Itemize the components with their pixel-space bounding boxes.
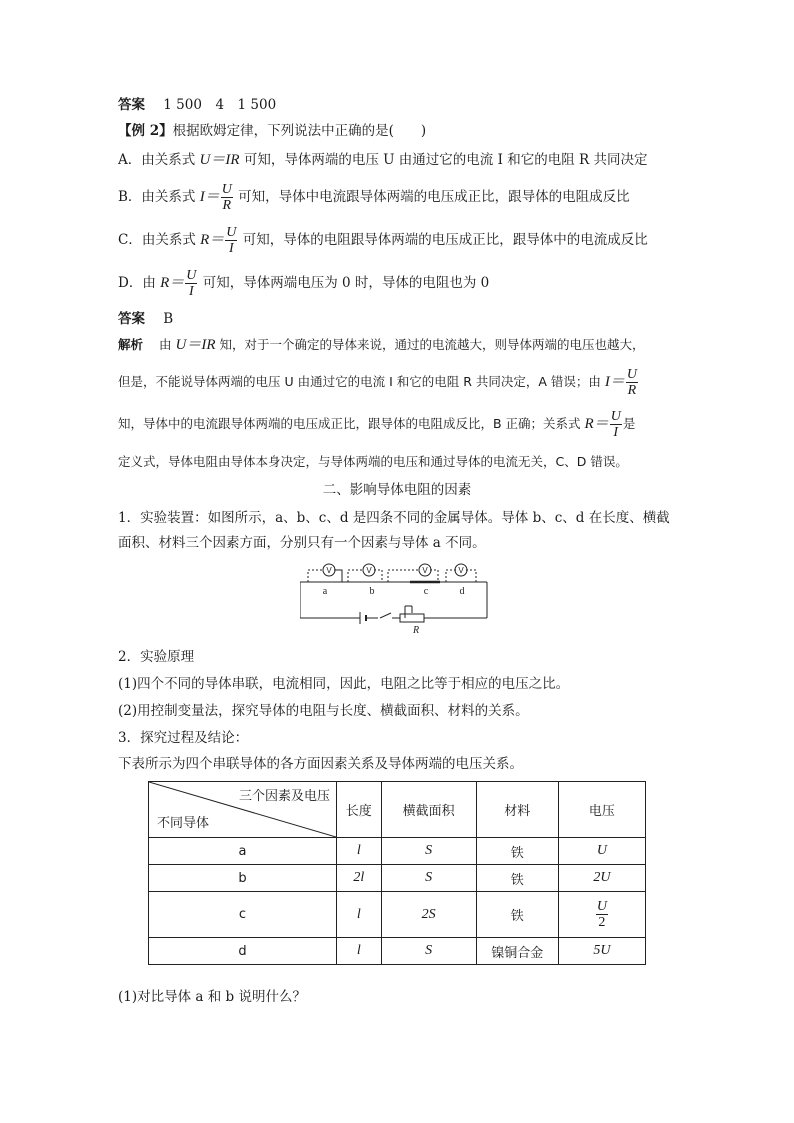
row-d-area: S [381,938,476,965]
option-c-pre: C．由关系式 [118,232,201,248]
example-text: 根据欧姆定律，下列说法中正确的是( ) [172,123,427,139]
row-b-voltage: 2U [558,865,645,892]
voltmeter-4-label: V [458,566,464,575]
option-c-lhs: R＝ [200,232,225,248]
analysis-l2-lhs: I＝ [604,374,625,390]
item3-intro: 下表所示为四个串联导体的各方面因素关系及导体两端的电压关系。 [118,756,523,772]
voltmeter-2-label: V [366,566,372,575]
row-b-material: 铁 [476,865,558,892]
analysis-line-3 [118,407,635,441]
analysis-l3-den: I [613,425,619,440]
option-a-pre: A．由关系式 [118,152,200,168]
row-a-material: 铁 [476,838,558,865]
answer-label: 答案 [118,97,145,113]
row-d-name: d [149,938,337,965]
option-d-lhs: R＝ [160,275,185,291]
row-c-voltage [558,892,645,938]
voltmeter-1-label: V [326,566,332,575]
question-1: (1)对比导体 a 和 b 说明什么？ [118,989,306,1005]
analysis-label: 解析 [118,337,144,352]
table-header-row [149,782,646,838]
table-row [149,892,646,938]
analysis-l2-fraction [626,367,638,398]
conductor-table [148,781,646,965]
conductor-a-label: a [322,586,328,597]
table-row [149,865,646,892]
item1-line2: 面积、材料三个因素方面，分别只有一个因素与导体 a 不同。 [118,535,486,551]
item1-line1: 1．实验装置：如图所示，a、b、c、d 是四条不同的金属导体。导体 b、c、d 在长度、横截 [118,510,670,526]
analysis-l3-post: 是 [622,416,636,431]
analysis-l2-num: U [626,367,637,382]
row-b-area: S [381,865,476,892]
answer2-value: B [163,311,174,327]
row-d-material: 镍铜合金 [476,938,558,965]
row-c-length: l [337,892,382,938]
answer-line-2 [118,309,173,329]
row-d-length: l [337,938,382,965]
option-c-num: U [226,225,237,240]
item2-p1: (1)四个不同的导体串联，电流相同，因此，电阻之比等于相应的电压之比。 [118,676,570,692]
row-a-length: l [337,838,382,865]
row-c-voltage-den: 2 [598,915,606,930]
row-a-area: S [381,838,476,865]
option-b [118,180,630,214]
answer2-label: 答案 [118,311,145,327]
option-b-den: R [222,198,232,213]
option-d [118,266,489,300]
row-c-name: c [149,892,337,938]
analysis-l1-post: 知，对于一个确定的导体来说，通过的电流越大，则导体两端的电压也越大， [215,337,645,352]
option-d-den: I [189,284,194,299]
option-a-formula: U＝IR [199,152,240,168]
analysis-line-4: 定义式，导体电阻由导体本身决定，与导体两端的电压和通过导体的电流无关，C、D 错误。 [118,454,628,469]
header-material: 材料 [476,782,558,838]
header-length: 长度 [337,782,382,838]
analysis-l3-lhs: R＝ [584,416,609,432]
row-c-voltage-num: U [596,899,607,914]
conductor-c-label: c [423,586,429,597]
analysis-l2-den: R [627,383,637,398]
corner-bottom-label: 不同导体 [157,816,210,831]
table-row [149,938,646,965]
conductor-d-label: d [459,586,465,597]
analysis-l1-formula: U＝IR [175,337,216,353]
item2-p2: (2)用控制变量法，探究导体的电阻与长度、横截面积、材料的关系。 [118,703,529,719]
option-b-post: 可知，导体中电流跟导体两端的电压成正比，跟导体的电阻成反比 [233,189,630,205]
row-d-voltage: 5U [558,938,645,965]
option-c-post: 可知，导体的电阻跟导体两端的电压成正比，跟导体中的电流成反比 [238,232,648,248]
voltmeter-3-label: V [422,566,428,575]
option-b-lhs: I＝ [199,189,220,205]
analysis-line-2 [118,365,639,399]
option-b-pre: B．由关系式 [118,189,200,205]
example-tag: 【例 2】 [118,123,173,139]
table-corner-cell [149,782,337,838]
section-title: 二、影响导体电阻的因素 [322,482,472,498]
option-d-fraction [185,268,197,299]
option-c-fraction [225,225,237,256]
option-a-post: 可知，导体两端的电压 U 由通过它的电流 I 和它的电阻 R 共同决定 [239,152,648,168]
circuit-diagram [300,554,492,634]
analysis-l3-fraction [610,409,622,440]
option-d-num: U [186,268,197,283]
option-a [118,150,647,170]
header-area: 横截面积 [381,782,476,838]
row-b-name: b [149,865,337,892]
conductor-b-label: b [369,586,375,597]
analysis-l3-num: U [610,409,621,424]
item2-title: 2．实验原理 [118,649,195,665]
option-c [118,223,648,257]
item3-title: 3．探究过程及结论： [118,730,249,746]
row-a-voltage: U [558,838,645,865]
row-c-voltage-fraction [596,899,608,930]
corner-top-label: 三个因素及电压 [238,789,330,804]
analysis-l1-pre: 由 [159,337,176,352]
answer-line-1 [118,95,276,115]
table-row [149,838,646,865]
example-question [118,121,426,141]
option-d-post: 可知，导体两端电压为 0 时，导体的电阻也为 0 [198,275,490,291]
option-d-pre: D．由 [118,275,161,291]
answer-value: 1 500 4 1 500 [163,97,277,113]
option-b-fraction [221,182,233,213]
analysis-l3-pre: 知，导体中的电流跟导体两端的电压成正比，跟导体的电阻成反比，B 正确；关系式 [118,416,585,431]
analysis-line-1 [118,335,644,355]
header-voltage: 电压 [558,782,645,838]
row-a-name: a [149,838,337,865]
option-b-num: U [221,182,232,197]
row-b-length: 2l [337,865,382,892]
rheostat-label: R [412,625,420,634]
analysis-l2-pre: 但是，不能说导体两端的电压 U 由通过它的电流 I 和它的电阻 R 共同决定，A 错误；由 [118,374,605,389]
option-c-den: I [229,241,234,256]
row-c-material: 铁 [476,892,558,938]
row-c-area: 2S [381,892,476,938]
